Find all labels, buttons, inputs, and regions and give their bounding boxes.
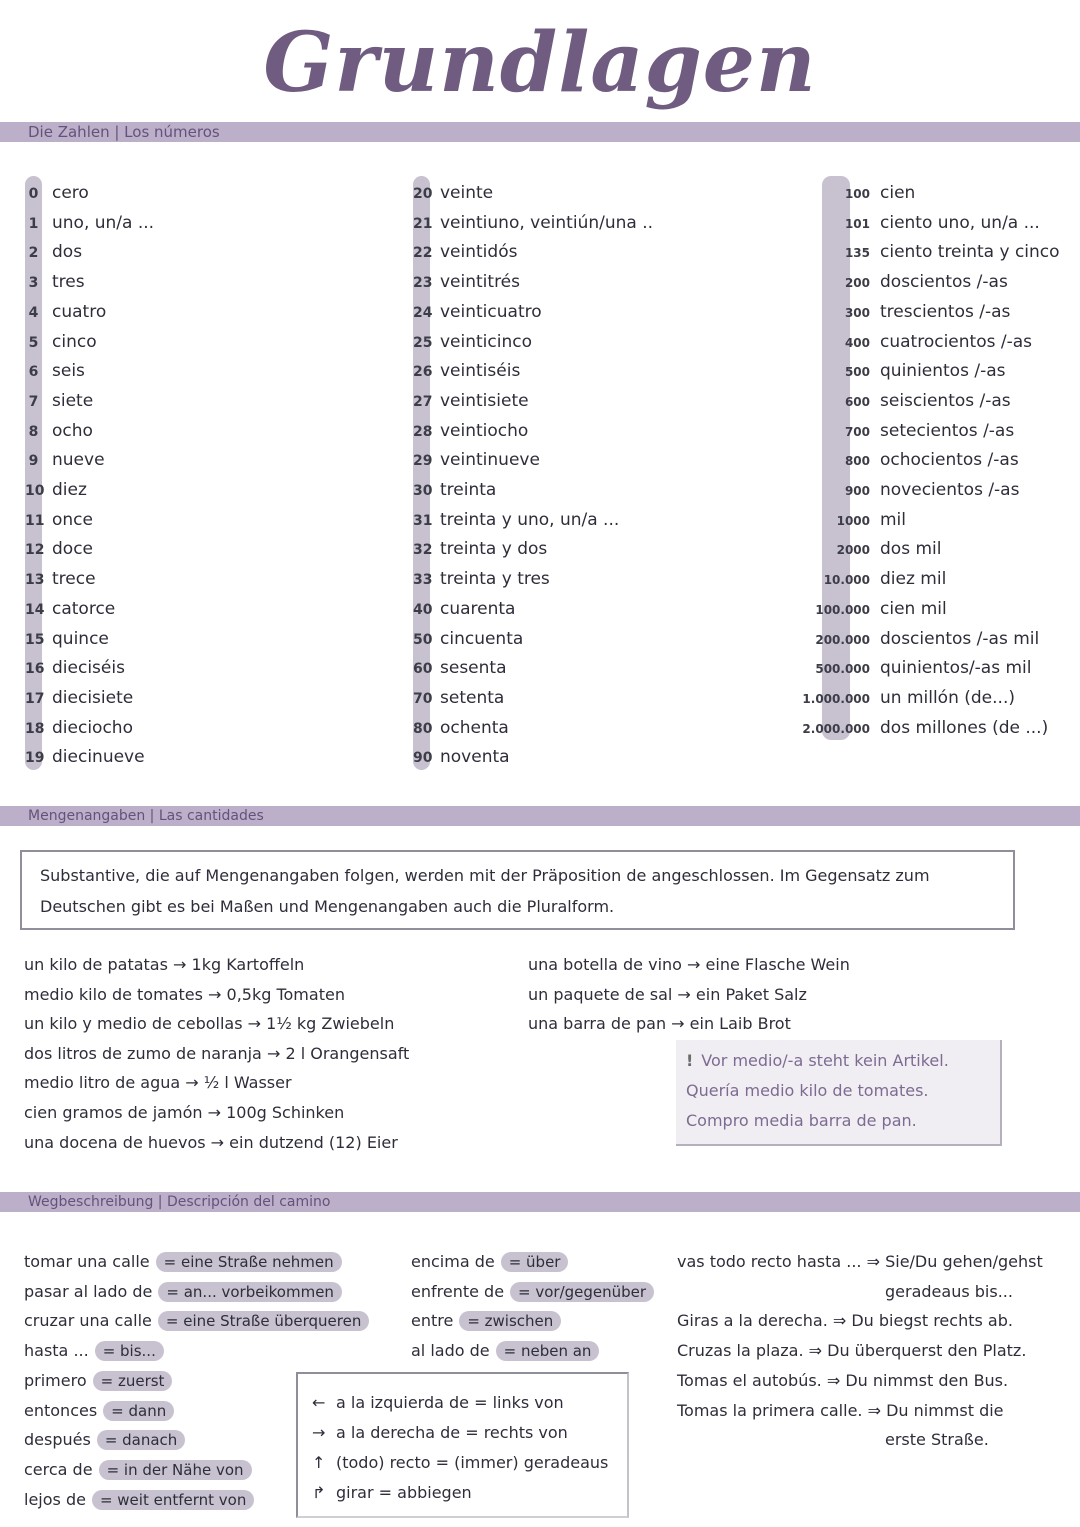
number-digit: 500 bbox=[844, 365, 870, 380]
number-digit: 24 bbox=[413, 304, 433, 321]
number-word: veintiséis bbox=[440, 361, 521, 382]
number-digit: 70 bbox=[413, 690, 433, 707]
spanish-phrase: después bbox=[24, 1430, 91, 1450]
number-row bbox=[413, 237, 517, 267]
number-word: seiscientos /-as bbox=[880, 390, 1011, 411]
number-row bbox=[798, 594, 947, 624]
section-header-directions: Wegbeschreibung | Descripción del camino bbox=[0, 1192, 1080, 1212]
number-digit: 30 bbox=[413, 483, 433, 499]
number-digit: 8 bbox=[28, 423, 39, 440]
number-digit: 28 bbox=[413, 423, 433, 440]
number-digit: 9 bbox=[28, 453, 39, 470]
number-digit: 10.000 bbox=[823, 573, 870, 588]
number-word: veintisiete bbox=[440, 390, 529, 411]
number-row bbox=[25, 742, 145, 772]
direction-row bbox=[24, 1485, 254, 1515]
attention-line: Compro media barra de pan. bbox=[686, 1111, 917, 1130]
number-word: dieciocho bbox=[52, 717, 133, 738]
number-row bbox=[25, 475, 87, 505]
number-word: dieciséis bbox=[52, 658, 125, 679]
number-digit: 1000 bbox=[836, 513, 870, 528]
number-row bbox=[25, 534, 93, 564]
page-title: Grundlagen bbox=[263, 15, 817, 111]
number-word: trece bbox=[52, 569, 96, 590]
number-word: setenta bbox=[440, 687, 505, 708]
number-word: noventa bbox=[440, 747, 510, 768]
number-row bbox=[798, 208, 1040, 238]
direction-row bbox=[24, 1247, 342, 1277]
number-digit: 1.000.000 bbox=[802, 691, 870, 706]
direction-row bbox=[24, 1306, 369, 1336]
number-word: veintiuno, veintiún/una .. bbox=[440, 212, 654, 233]
german-translation: = weit entfernt von bbox=[92, 1490, 254, 1510]
number-digit: 1 bbox=[28, 215, 39, 232]
number-row bbox=[25, 445, 105, 475]
spanish-phrase: cruzar una calle bbox=[24, 1311, 152, 1331]
arrow-turn-icon: ↱ bbox=[312, 1483, 326, 1502]
number-row bbox=[413, 208, 653, 238]
number-row bbox=[798, 713, 1048, 743]
number-digit: 400 bbox=[844, 335, 870, 350]
number-word: tres bbox=[52, 272, 85, 293]
number-word: catorce bbox=[52, 598, 116, 619]
number-row bbox=[798, 178, 915, 208]
number-word: diez bbox=[52, 480, 87, 500]
number-word: cero bbox=[52, 183, 89, 203]
number-word: veinticinco bbox=[440, 331, 532, 352]
number-digit: 14 bbox=[25, 601, 45, 618]
number-row bbox=[798, 297, 1010, 327]
number-word: setecientos /-as bbox=[880, 420, 1015, 441]
number-digit: 200 bbox=[844, 276, 870, 291]
number-row bbox=[25, 267, 85, 297]
example-sentence: Tomas el autobús. ⇒ Du nimmst den Bus. bbox=[677, 1371, 1009, 1390]
number-digit: 2 bbox=[28, 245, 39, 262]
number-digit: 22 bbox=[413, 245, 433, 262]
number-row bbox=[25, 594, 115, 624]
number-digit: 90 bbox=[413, 750, 433, 767]
number-digit: 200.000 bbox=[815, 632, 870, 647]
number-digit: 29 bbox=[413, 453, 433, 470]
spanish-phrase: entonces bbox=[24, 1400, 98, 1420]
attention-line: Quería medio kilo de tomates. bbox=[686, 1081, 929, 1100]
number-digit: 17 bbox=[25, 690, 45, 707]
number-row bbox=[413, 742, 510, 772]
arrow-text: girar = abbiegen bbox=[336, 1483, 472, 1502]
number-word: ciento treinta y cinco bbox=[880, 242, 1060, 263]
number-digit: 7 bbox=[28, 393, 39, 410]
german-translation: = dann bbox=[103, 1401, 174, 1421]
number-word: diecisiete bbox=[52, 687, 134, 708]
number-row bbox=[25, 297, 106, 327]
number-digit: 100 bbox=[844, 187, 870, 201]
number-digit: 3 bbox=[28, 275, 39, 292]
number-word: diecinueve bbox=[52, 747, 145, 768]
number-digit: 11 bbox=[25, 512, 45, 529]
number-digit: 600 bbox=[844, 394, 870, 409]
spanish-phrase: hasta ... bbox=[24, 1341, 89, 1361]
direction-row bbox=[411, 1247, 568, 1277]
number-row bbox=[798, 564, 946, 594]
number-word: doscientos /-as mil bbox=[880, 628, 1040, 649]
number-word: cincuenta bbox=[440, 628, 524, 649]
direction-row bbox=[411, 1336, 599, 1366]
number-row bbox=[413, 178, 493, 208]
quantity-example: un kilo y medio de cebollas → 1½ kg Zwiebeln bbox=[24, 1014, 395, 1034]
number-row bbox=[798, 683, 1015, 713]
direction-row bbox=[411, 1306, 561, 1336]
number-row bbox=[413, 713, 509, 743]
number-digit: 18 bbox=[25, 720, 45, 737]
number-row bbox=[25, 653, 125, 683]
spanish-phrase: al lado de bbox=[411, 1341, 490, 1361]
number-digit: 6 bbox=[28, 364, 39, 381]
number-digit: 19 bbox=[25, 750, 45, 767]
quantity-example: una botella de vino → eine Flasche Wein bbox=[528, 955, 850, 974]
spanish-phrase: primero bbox=[24, 1370, 87, 1390]
number-digit: 800 bbox=[844, 454, 870, 469]
example-sentence: erste Straße. bbox=[885, 1430, 989, 1449]
number-word: quinientos /-as bbox=[880, 361, 1006, 382]
number-word: cuarenta bbox=[440, 598, 516, 619]
direction-row bbox=[411, 1277, 654, 1307]
number-digit: 27 bbox=[413, 393, 433, 410]
number-word: cinco bbox=[52, 331, 97, 352]
number-word: novecientos /-as bbox=[880, 480, 1020, 500]
number-digit: 0 bbox=[28, 186, 39, 202]
number-digit: 500.000 bbox=[815, 662, 870, 677]
number-digit: 23 bbox=[413, 275, 433, 292]
number-row bbox=[413, 505, 619, 535]
number-digit: 15 bbox=[25, 631, 45, 648]
number-word: cien bbox=[880, 183, 916, 203]
number-row bbox=[413, 386, 529, 416]
number-row bbox=[798, 386, 1011, 416]
number-word: ocho bbox=[52, 420, 93, 441]
number-digit: 25 bbox=[413, 334, 433, 351]
number-word: veintitrés bbox=[440, 272, 521, 293]
number-word: veinte bbox=[440, 183, 494, 203]
number-word: cuatro bbox=[52, 301, 107, 322]
number-word: dos mil bbox=[880, 539, 942, 560]
note-line: Substantive, die auf Mengenangaben folgen, werden mit der Präposition de angeschlossen. Im Gegensatz zum bbox=[40, 866, 930, 885]
number-row bbox=[798, 445, 1019, 475]
number-word: treinta y uno, un/a ... bbox=[440, 509, 620, 530]
quantities-note bbox=[20, 850, 1015, 930]
spanish-phrase: tomar una calle bbox=[24, 1252, 150, 1271]
quantity-example: medio kilo de tomates → 0,5kg Tomaten bbox=[24, 984, 345, 1004]
arrow-text: (todo) recto = (immer) geradeaus bbox=[336, 1453, 609, 1472]
number-word: quinientos/-as mil bbox=[880, 658, 1032, 679]
number-row bbox=[413, 445, 540, 475]
quantity-example: una barra de pan → ein Laib Brot bbox=[528, 1014, 791, 1034]
number-word: cuatrocientos /-as bbox=[880, 331, 1032, 352]
number-digit: 31 bbox=[413, 512, 433, 529]
number-word: ochenta bbox=[440, 717, 509, 738]
number-row bbox=[25, 237, 82, 267]
number-word: diez mil bbox=[880, 569, 947, 590]
direction-row bbox=[24, 1366, 172, 1396]
direction-row bbox=[24, 1336, 164, 1366]
number-digit: 101 bbox=[844, 216, 870, 231]
example-sentence: Giras a la derecha. ⇒ Du biegst rechts ab. bbox=[677, 1311, 1013, 1330]
number-digit: 900 bbox=[844, 484, 870, 498]
quantity-example: un kilo de patatas → 1kg Kartoffeln bbox=[24, 955, 305, 974]
arrow-right-icon: → bbox=[312, 1423, 326, 1442]
spanish-phrase: cerca de bbox=[24, 1459, 93, 1479]
spanish-phrase: lejos de bbox=[24, 1489, 86, 1509]
number-row bbox=[413, 564, 550, 594]
german-translation: = eine Straße überqueren bbox=[158, 1311, 369, 1331]
german-translation: = eine Straße nehmen bbox=[156, 1252, 342, 1272]
attention-line: Vor medio/-a steht kein Artikel. bbox=[701, 1051, 949, 1070]
example-sentence: Cruzas la plaza. ⇒ Du überquerst den Platz. bbox=[677, 1341, 1027, 1360]
number-row bbox=[25, 624, 109, 654]
number-row bbox=[413, 534, 547, 564]
number-row bbox=[413, 653, 507, 683]
direction-row bbox=[24, 1425, 185, 1455]
number-word: un millón (de...) bbox=[880, 687, 1015, 708]
number-digit: 4 bbox=[28, 304, 39, 321]
number-row bbox=[413, 475, 496, 505]
section-header-numbers: Die Zahlen | Los números bbox=[0, 122, 1080, 142]
number-row bbox=[798, 653, 1032, 683]
german-translation: = in der Nähe von bbox=[99, 1460, 252, 1480]
direction-row bbox=[24, 1396, 174, 1426]
number-digit: 13 bbox=[25, 572, 45, 589]
number-word: dos millones (de ...) bbox=[880, 717, 1049, 738]
note-line: Deutschen gibt es bei Maßen und Mengenangaben auch die Pluralform. bbox=[40, 897, 615, 916]
number-word: veintinueve bbox=[440, 450, 540, 471]
german-translation: = neben an bbox=[496, 1341, 600, 1361]
section-header-quantities: Mengenangaben | Las cantidades bbox=[0, 806, 1080, 826]
quantity-example: un paquete de sal → ein Paket Salz bbox=[528, 984, 807, 1004]
number-digit: 33 bbox=[413, 572, 433, 589]
number-digit: 50 bbox=[413, 631, 433, 648]
number-word: sesenta bbox=[440, 658, 507, 679]
number-word: nueve bbox=[52, 450, 105, 471]
number-digit: 700 bbox=[844, 424, 870, 439]
spanish-phrase: entre bbox=[411, 1311, 454, 1331]
number-row bbox=[25, 416, 93, 446]
exclamation-icon: ! bbox=[686, 1051, 694, 1070]
number-word: treinta bbox=[440, 480, 497, 500]
quantity-example: una docena de huevos → ein dutzend (12) Eier bbox=[24, 1132, 398, 1152]
number-row bbox=[25, 386, 93, 416]
example-sentence: Tomas la primera calle. ⇒ Du nimmst die bbox=[677, 1401, 1004, 1420]
number-row bbox=[413, 356, 520, 386]
number-digit: 10 bbox=[25, 483, 45, 499]
german-translation: = über bbox=[501, 1252, 569, 1272]
number-word: ciento uno, un/a ... bbox=[880, 212, 1040, 233]
number-row bbox=[413, 416, 528, 446]
arrow-text: a la derecha de = rechts von bbox=[336, 1423, 568, 1442]
number-word: doce bbox=[52, 539, 93, 560]
number-digit: 12 bbox=[25, 542, 45, 559]
number-word: siete bbox=[52, 390, 94, 411]
number-digit: 21 bbox=[413, 215, 433, 232]
number-row bbox=[413, 683, 504, 713]
number-row bbox=[798, 416, 1014, 446]
german-translation: = zwischen bbox=[459, 1311, 561, 1331]
number-row bbox=[25, 683, 133, 713]
number-row bbox=[25, 178, 89, 208]
number-digit: 80 bbox=[413, 720, 433, 737]
number-row bbox=[25, 327, 97, 357]
number-digit: 135 bbox=[844, 246, 870, 261]
arrow-up-icon: ↑ bbox=[312, 1453, 326, 1472]
german-translation: = an... vorbeikommen bbox=[158, 1282, 342, 1302]
number-row bbox=[798, 267, 1008, 297]
number-digit: 100.000 bbox=[815, 602, 870, 617]
number-word: dos bbox=[52, 242, 83, 263]
direction-row bbox=[24, 1277, 342, 1307]
number-digit: 40 bbox=[413, 601, 433, 618]
number-row bbox=[413, 297, 542, 327]
quantity-example: dos litros de zumo de naranja → 2 l Orangensaft bbox=[24, 1043, 410, 1063]
number-word: treinta y tres bbox=[440, 569, 550, 590]
number-word: quince bbox=[52, 628, 109, 649]
direction-row bbox=[24, 1455, 252, 1485]
number-digit: 2.000.000 bbox=[802, 721, 870, 736]
number-row bbox=[413, 594, 515, 624]
number-row bbox=[25, 505, 93, 535]
spanish-phrase: encima de bbox=[411, 1252, 495, 1271]
number-word: veintidós bbox=[440, 242, 518, 263]
number-digit: 300 bbox=[844, 305, 870, 320]
number-row bbox=[798, 534, 941, 564]
number-digit: 2000 bbox=[836, 543, 870, 558]
arrow-box bbox=[296, 1372, 629, 1518]
number-row bbox=[798, 505, 906, 535]
number-word: veinticuatro bbox=[440, 301, 542, 322]
number-word: veintiocho bbox=[440, 420, 529, 441]
number-row bbox=[413, 327, 532, 357]
number-row bbox=[798, 237, 1060, 267]
spanish-phrase: enfrente de bbox=[411, 1281, 505, 1301]
number-row bbox=[25, 713, 133, 743]
quantity-example: medio litro de agua → ½ l Wasser bbox=[24, 1073, 292, 1093]
quantity-example: cien gramos de jamón → 100g Schinken bbox=[24, 1103, 345, 1122]
number-row bbox=[25, 356, 85, 386]
number-word: doscientos /-as bbox=[880, 272, 1008, 293]
german-translation: = danach bbox=[97, 1430, 186, 1450]
german-translation: = zuerst bbox=[93, 1371, 173, 1391]
number-word: once bbox=[52, 509, 93, 530]
number-digit: 26 bbox=[413, 364, 433, 381]
number-row bbox=[413, 267, 520, 297]
number-row bbox=[798, 327, 1032, 357]
number-row bbox=[413, 624, 523, 654]
number-digit: 5 bbox=[28, 334, 39, 351]
number-row bbox=[798, 356, 1005, 386]
number-word: mil bbox=[880, 509, 907, 530]
number-row bbox=[798, 624, 1039, 654]
german-translation: = vor/gegenüber bbox=[510, 1282, 654, 1302]
number-digit: 20 bbox=[413, 186, 433, 202]
number-digit: 60 bbox=[413, 661, 433, 678]
number-word: trescientos /-as bbox=[880, 301, 1011, 322]
number-word: ochocientos /-as bbox=[880, 450, 1019, 471]
number-word: treinta y dos bbox=[440, 539, 548, 560]
arrow-left-icon: ← bbox=[312, 1393, 326, 1412]
arrow-text: a la izquierda de = links von bbox=[336, 1393, 564, 1412]
example-sentence: geradeaus bis... bbox=[885, 1282, 1013, 1301]
number-word: seis bbox=[52, 361, 85, 382]
number-word: cien mil bbox=[880, 598, 947, 619]
number-row bbox=[25, 564, 96, 594]
number-digit: 16 bbox=[25, 661, 45, 678]
number-digit: 32 bbox=[413, 542, 433, 559]
spanish-phrase: pasar al lado de bbox=[24, 1281, 153, 1301]
number-row bbox=[798, 475, 1019, 505]
number-row bbox=[25, 208, 154, 238]
german-translation: = bis... bbox=[95, 1341, 164, 1361]
example-sentence: vas todo recto hasta ... ⇒ Sie/Du gehen/gehst bbox=[677, 1252, 1043, 1271]
attention-box bbox=[676, 1040, 1002, 1146]
number-word: uno, un/a ... bbox=[52, 212, 155, 233]
